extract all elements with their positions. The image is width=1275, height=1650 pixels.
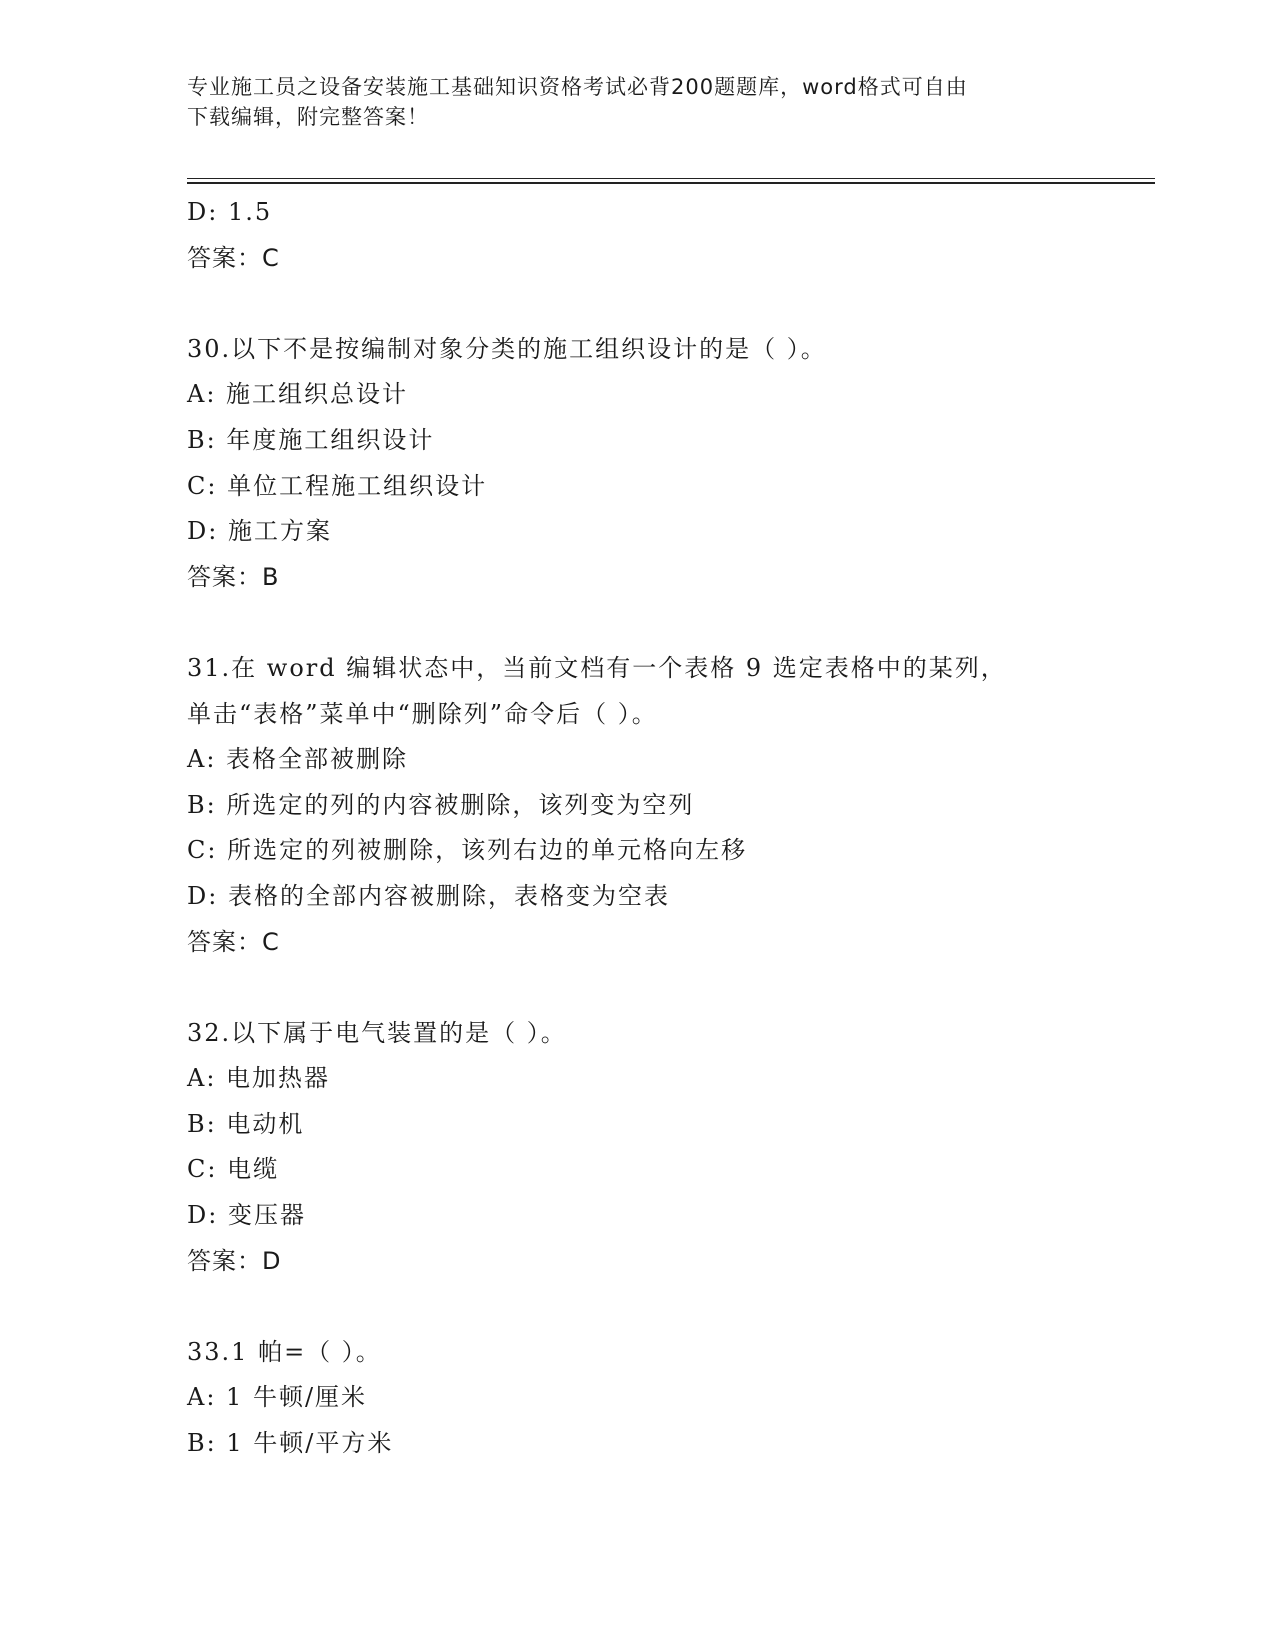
option-line: D: 1.5 bbox=[187, 198, 273, 226]
option-line: C: 所选定的列被删除，该列右边的单元格向左移 bbox=[187, 836, 748, 865]
option-line: A: 施工组织总设计 bbox=[187, 380, 409, 409]
block-spacer bbox=[187, 965, 1087, 1011]
option-line: B: 电动机 bbox=[187, 1109, 305, 1138]
option-line: C: 单位工程施工组织设计 bbox=[187, 471, 488, 500]
answer-line: 答案：D bbox=[187, 1246, 282, 1275]
option-line: D: 施工方案 bbox=[187, 517, 332, 546]
question-block bbox=[187, 190, 1087, 281]
option-line: D: 表格的全部内容被删除，表格变为空表 bbox=[187, 881, 670, 910]
option-line: A: 1 牛顿/厘米 bbox=[187, 1383, 368, 1412]
question-stem: 32.以下属于电气装置的是（ ）。 bbox=[187, 1018, 567, 1047]
block-spacer bbox=[187, 600, 1087, 646]
question-stem: 30.以下不是按编制对象分类的施工组织设计的是（ ）。 bbox=[187, 334, 827, 363]
question-block bbox=[187, 1330, 1087, 1467]
answer-line: 答案：C bbox=[187, 927, 280, 956]
header-divider-thick bbox=[187, 182, 1155, 184]
option-line: B: 所选定的列的内容被删除，该列变为空列 bbox=[187, 790, 695, 819]
question-content bbox=[187, 190, 1087, 1467]
option-line: A: 表格全部被删除 bbox=[187, 745, 409, 774]
document-header bbox=[187, 72, 1067, 132]
block-spacer bbox=[187, 1284, 1087, 1330]
question-block bbox=[187, 327, 1087, 601]
question-block bbox=[187, 646, 1087, 965]
option-line: C: 电缆 bbox=[187, 1155, 280, 1184]
header-line-2: 下载编辑，附完整答案！ bbox=[187, 105, 429, 129]
question-stem: 33.1 帕=（ ）。 bbox=[187, 1337, 382, 1366]
option-line: B: 1 牛顿/平方米 bbox=[187, 1429, 394, 1458]
question-block bbox=[187, 1011, 1087, 1285]
option-line: A: 电加热器 bbox=[187, 1064, 331, 1093]
header-line-1: 专业施工员之设备安装施工基础知识资格考试必背200题题库，word格式可自由 bbox=[187, 75, 968, 99]
block-spacer bbox=[187, 281, 1087, 327]
header-divider-thin bbox=[187, 178, 1155, 179]
question-stem: 单击“表格”菜单中“删除列”命令后（ ）。 bbox=[187, 699, 658, 728]
answer-line: 答案：C bbox=[187, 243, 280, 272]
question-stem: 31.在 word 编辑状态中，当前文档有一个表格 9 选定表格中的某列， bbox=[187, 653, 1007, 682]
option-line: D: 变压器 bbox=[187, 1201, 306, 1230]
option-line: B: 年度施工组织设计 bbox=[187, 425, 435, 454]
answer-line: 答案：B bbox=[187, 562, 280, 591]
